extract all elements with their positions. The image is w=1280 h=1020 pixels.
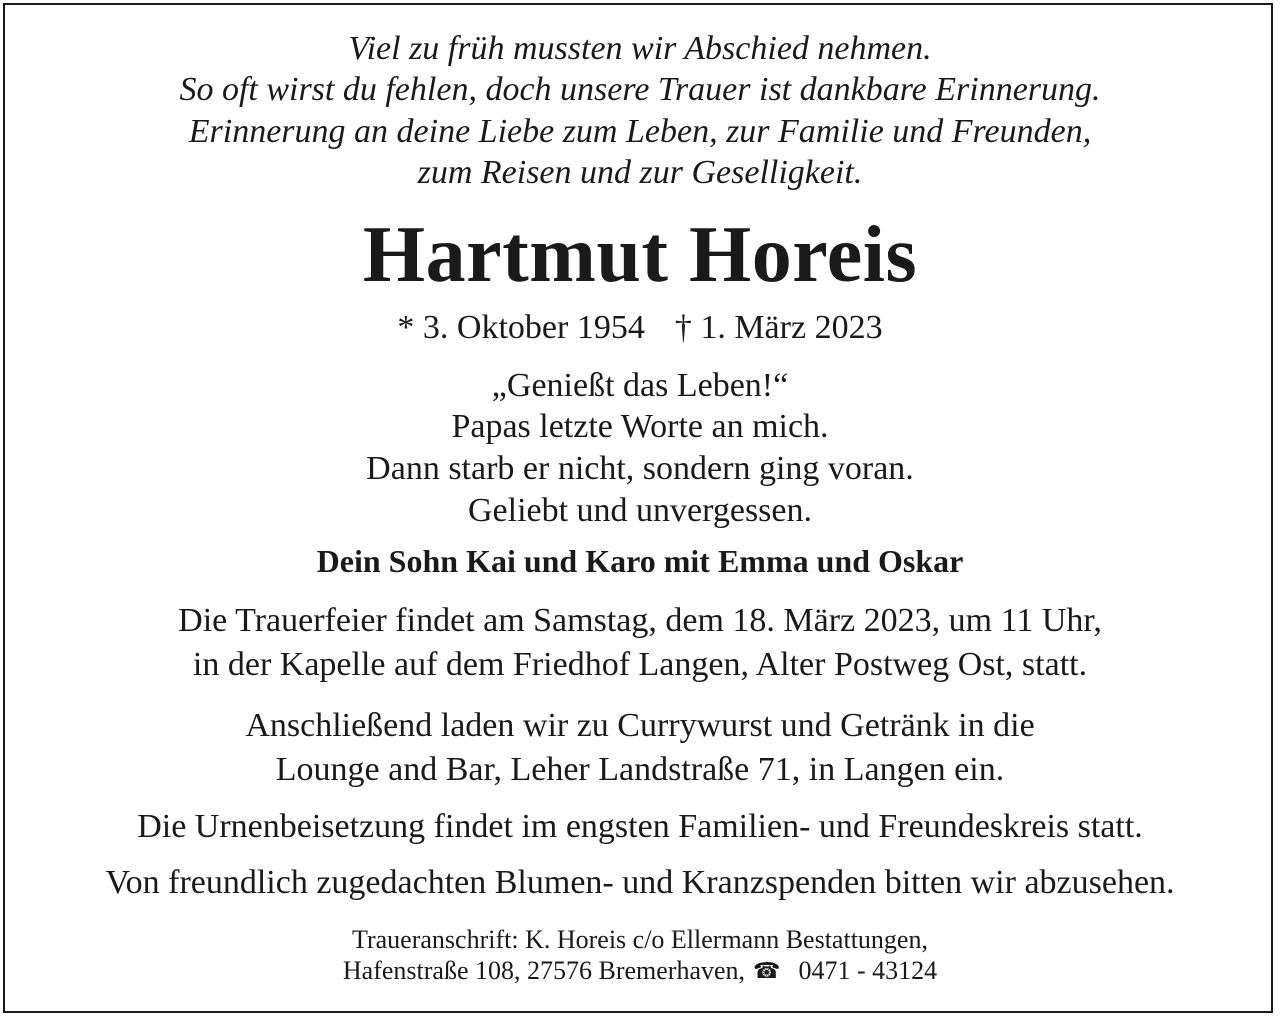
reception-line-2: Lounge and Bar, Leher Landstraße 71, in Langen ein. xyxy=(275,751,1005,788)
address-line-1: Traueranschrift: K. Horeis c/o Ellermann Bestattungen, xyxy=(352,925,928,954)
quote-line-1: „Genießt das Leben!“ xyxy=(491,367,789,404)
death-date: † 1. März 2023 xyxy=(674,309,883,346)
burial-notice: Die Urnenbeisetzung findet im engsten Familien- und Freundeskreis statt. xyxy=(137,808,1143,845)
address-line-2 xyxy=(0,955,1280,987)
address-street: Hafenstraße 108, 27576 Bremerhaven, xyxy=(342,956,746,985)
deceased-name: Hartmut Horeis xyxy=(362,211,918,299)
quote-line-4: Geliebt und unvergessen. xyxy=(467,492,813,529)
flowers-notice: Von freundlich zugedachten Blumen- und Kranzspenden bitten wir abzusehen. xyxy=(105,864,1175,901)
intro-line-3: Erinnerung an deine Liebe zum Leben, zur Familie und Freunden, xyxy=(188,113,1092,150)
intro-line-2: So oft wirst du fehlen, doch unsere Trauer ist dankbare Erinnerung. xyxy=(179,71,1101,108)
reception-line-1: Anschließend laden wir zu Currywurst und Getränk in die xyxy=(245,707,1035,744)
birth-date: * 3. Oktober 1954 xyxy=(397,309,645,346)
intro-line-1: Viel zu früh mussten wir Abschied nehmen. xyxy=(348,30,932,67)
phone-number: 0471 - 43124 xyxy=(798,956,938,985)
quote-line-3: Dann starb er nicht, sondern ging voran. xyxy=(366,450,914,487)
ceremony-line-1: Die Trauerfeier findet am Samstag, dem 18. März 2023, um 11 Uhr, xyxy=(178,602,1102,639)
telephone-icon: ☎ xyxy=(753,958,781,983)
quote-line-2: Papas letzte Worte an mich. xyxy=(451,408,829,445)
family-signature: Dein Sohn Kai und Karo mit Emma und Oskar xyxy=(316,543,964,579)
ceremony-line-2: in der Kapelle auf dem Friedhof Langen, Alter Postweg Ost, statt. xyxy=(192,646,1088,683)
intro-line-4: zum Reisen und zur Geselligkeit. xyxy=(417,154,863,191)
life-dates xyxy=(0,308,1280,348)
